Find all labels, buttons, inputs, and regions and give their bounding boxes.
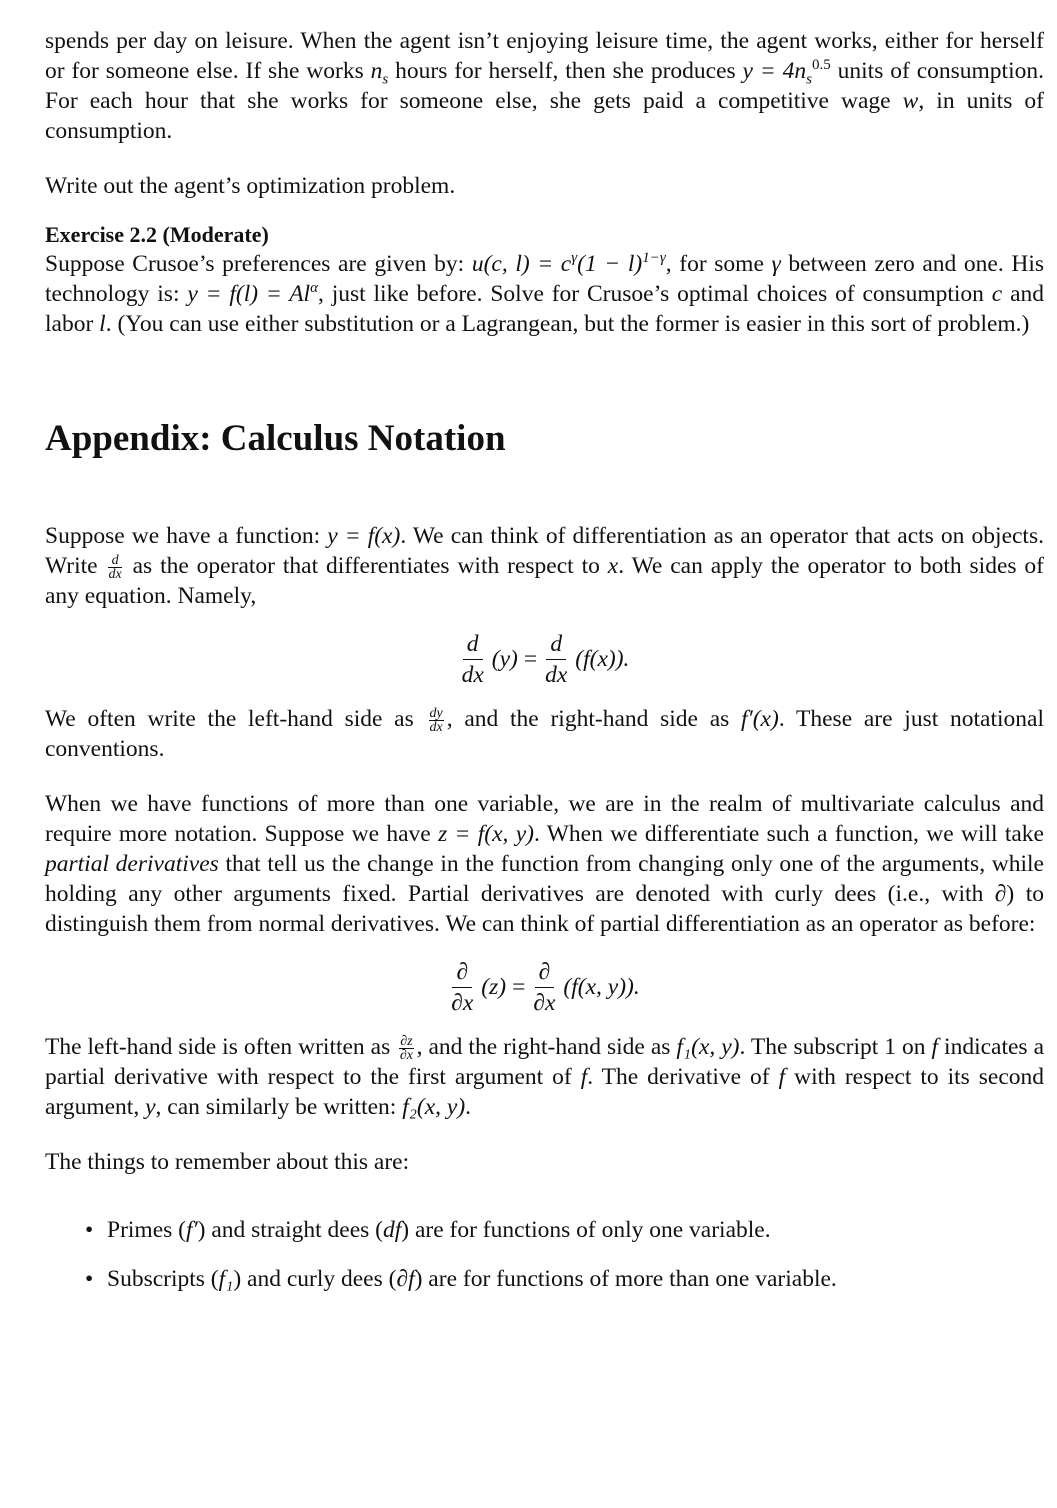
intro-paragraph <box>45 26 1044 146</box>
text-run: spends per day on leisure. When the agent isn’t enjoying leisure time, the agent works, either for herself or for someone else. If she works <box>45 28 1044 84</box>
fraction-numerator: d <box>463 629 483 660</box>
exercise-heading: Exercise 2.2 (Moderate) <box>45 222 269 247</box>
appendix-paragraph-1 <box>45 521 1044 611</box>
text-run: with respect to its second argument, <box>45 1064 1045 1121</box>
fraction-numerator: ∂ <box>452 957 472 988</box>
remember-list <box>45 1215 1044 1294</box>
math-f1: f₁(x, y) <box>676 1034 740 1061</box>
math-production <box>742 57 831 88</box>
text-run: , just like before. Solve for Crusoe’s optimal choices of consumption <box>317 281 992 307</box>
text-run: hours for herself, then she produces <box>388 58 743 84</box>
text-run: and labor <box>45 281 1045 337</box>
math-exponent: γ <box>571 250 578 267</box>
display-fraction <box>533 957 555 1018</box>
math-x: x <box>607 553 619 579</box>
math-text: y = f(l) = Al <box>187 281 311 307</box>
math-exponent: 1−γ <box>642 250 666 267</box>
text-run: . We can think of differentiation as an operator that acts on objects. Write <box>45 523 1044 579</box>
document-page <box>45 26 1044 1313</box>
text-run: . (You can use either substitution or a Lagrangean, but the former is easier in this sort of problem.) <box>105 311 1030 337</box>
text-run: , and the right-hand side as <box>416 1034 677 1061</box>
appendix-paragraph-5: The things to remember about this are: <box>45 1149 410 1176</box>
math-ns <box>370 58 389 88</box>
math-c: c <box>991 281 1003 307</box>
text-run: indicates a partial derivative with respect to the first argument of <box>45 1034 1044 1091</box>
text-run: . We can apply the operator to both sides of any equation. Namely, <box>45 553 1044 610</box>
math-partial-f: ∂f <box>396 1266 415 1293</box>
appendix-title: Appendix: Calculus Notation <box>45 418 506 459</box>
math-text: y = 4n <box>742 58 807 84</box>
appendix-paragraph-3 <box>45 789 1044 939</box>
text-run: Suppose Crusoe’s preferences are given by: <box>45 251 472 277</box>
math-text: (1 − l) <box>577 251 643 277</box>
math-fprime: f′(x) <box>741 706 779 733</box>
text-run: Subscripts ( <box>107 1266 219 1293</box>
equals-sign: = <box>523 646 538 673</box>
emphasis-text: partial derivatives <box>45 851 219 878</box>
text-run: . The subscript 1 on <box>739 1034 932 1061</box>
fraction-numerator: ∂ <box>535 957 555 988</box>
math-subscript: s <box>806 71 812 88</box>
text-run: When we have functions of more than one variable, we are in the realm of multivariate calculus and require more notation. Suppose we have <box>45 791 1044 848</box>
math-f: f <box>580 1064 588 1091</box>
math-exponent: 0.5 <box>811 57 831 74</box>
display-fraction <box>462 629 484 690</box>
math-function: z = f(x, y) <box>438 821 534 848</box>
display-fraction <box>545 629 567 690</box>
text-run: between zero and one. His technology is: <box>45 251 1045 307</box>
fraction-numerator: d <box>546 629 566 660</box>
inline-fraction-dz-dx <box>399 1035 413 1062</box>
math-f: f <box>778 1064 786 1091</box>
math-f1: f₁ <box>218 1266 234 1293</box>
text-run: units of consumption. For each hour that she works for someone else, she gets paid a competitive wage <box>45 58 1044 114</box>
math-l: l <box>99 311 106 337</box>
math-df: df <box>382 1217 402 1244</box>
text-run: Primes ( <box>107 1217 186 1244</box>
text-run: , can similarly be written: <box>155 1094 403 1121</box>
text-run: The left-hand side is often written as <box>45 1034 397 1061</box>
math-technology <box>187 281 318 307</box>
fraction-numerator: d <box>108 554 121 568</box>
exercise-paragraph <box>45 249 1044 339</box>
equals-sign: = <box>512 974 526 1001</box>
fraction-denominator: dx <box>545 662 568 689</box>
math-exponent: α <box>310 280 318 297</box>
text-run: as the operator that differentiates with respect to <box>124 553 608 579</box>
math-text: (y) <box>491 646 518 673</box>
text-run: ) and straight dees ( <box>197 1217 383 1244</box>
inline-fraction-dy-dx <box>429 707 444 734</box>
math-utility <box>472 251 666 277</box>
fraction-denominator: dx <box>461 662 484 689</box>
text-run: , and the right-hand side as <box>446 706 742 733</box>
bullet-icon: • <box>85 1266 94 1293</box>
display-equation-derivative <box>45 629 1044 690</box>
text-run: , for some <box>665 251 772 277</box>
math-fprime: f′ <box>185 1217 198 1244</box>
text-run: ) are for functions of only one variable. <box>401 1217 771 1244</box>
appendix-paragraph-4 <box>45 1032 1044 1122</box>
text-run: . These are just notational conventions. <box>45 706 1044 763</box>
math-y: y <box>145 1094 156 1121</box>
instruction-paragraph: Write out the agent’s optimization problem. <box>45 173 456 199</box>
math-gamma: γ <box>771 251 781 277</box>
fraction-denominator: dx <box>429 720 443 736</box>
text-run: ) are for functions of more than one variable. <box>414 1266 837 1293</box>
fraction-numerator: ∂z <box>400 1034 413 1050</box>
display-fraction <box>451 957 473 1018</box>
math-w: w <box>902 88 919 114</box>
text-run: ) and curly dees ( <box>233 1266 397 1293</box>
math-text: u(c, l) = c <box>471 251 572 277</box>
display-equation-partial <box>45 957 1044 1018</box>
math-subscript: s <box>382 71 389 88</box>
text-run: . When we differentiate such a function, we will take <box>533 821 1044 848</box>
appendix-paragraph-2 <box>45 704 1044 764</box>
fraction-denominator: ∂x <box>451 990 474 1017</box>
math-text: n <box>370 58 383 84</box>
list-item <box>85 1215 1044 1245</box>
fraction-numerator: dy <box>429 706 443 722</box>
math-text: (z) <box>481 974 507 1001</box>
bullet-icon: • <box>85 1217 94 1244</box>
math-function: y = f(x) <box>327 523 401 549</box>
math-f: f <box>931 1034 939 1061</box>
list-item <box>85 1264 1044 1294</box>
text-run: . The derivative of <box>587 1064 779 1091</box>
text-run: Suppose we have a function: <box>45 523 328 549</box>
fraction-denominator: ∂x <box>533 990 556 1017</box>
text-run: We often write the left-hand side as <box>45 706 426 733</box>
text-run: that tell us the change in the function from changing only one of the arguments, while holding any other arguments fixed. Partial derivatives are denoted with curly dees (i.e., with ∂) to distinguish them from normal derivatives. We can think of partial differentiation as an operator as before: <box>45 851 1044 938</box>
text-run: . <box>465 1094 472 1121</box>
fraction-denominator: ∂x <box>399 1048 413 1064</box>
math-text: (f(x)). <box>575 646 630 673</box>
inline-fraction-d-dx <box>108 554 121 581</box>
text-run: , in units of consumption. <box>45 88 1044 144</box>
fraction-denominator: dx <box>108 567 122 583</box>
math-text: (f(x, y)). <box>563 974 640 1001</box>
math-f2: f₂(x, y) <box>402 1094 466 1121</box>
